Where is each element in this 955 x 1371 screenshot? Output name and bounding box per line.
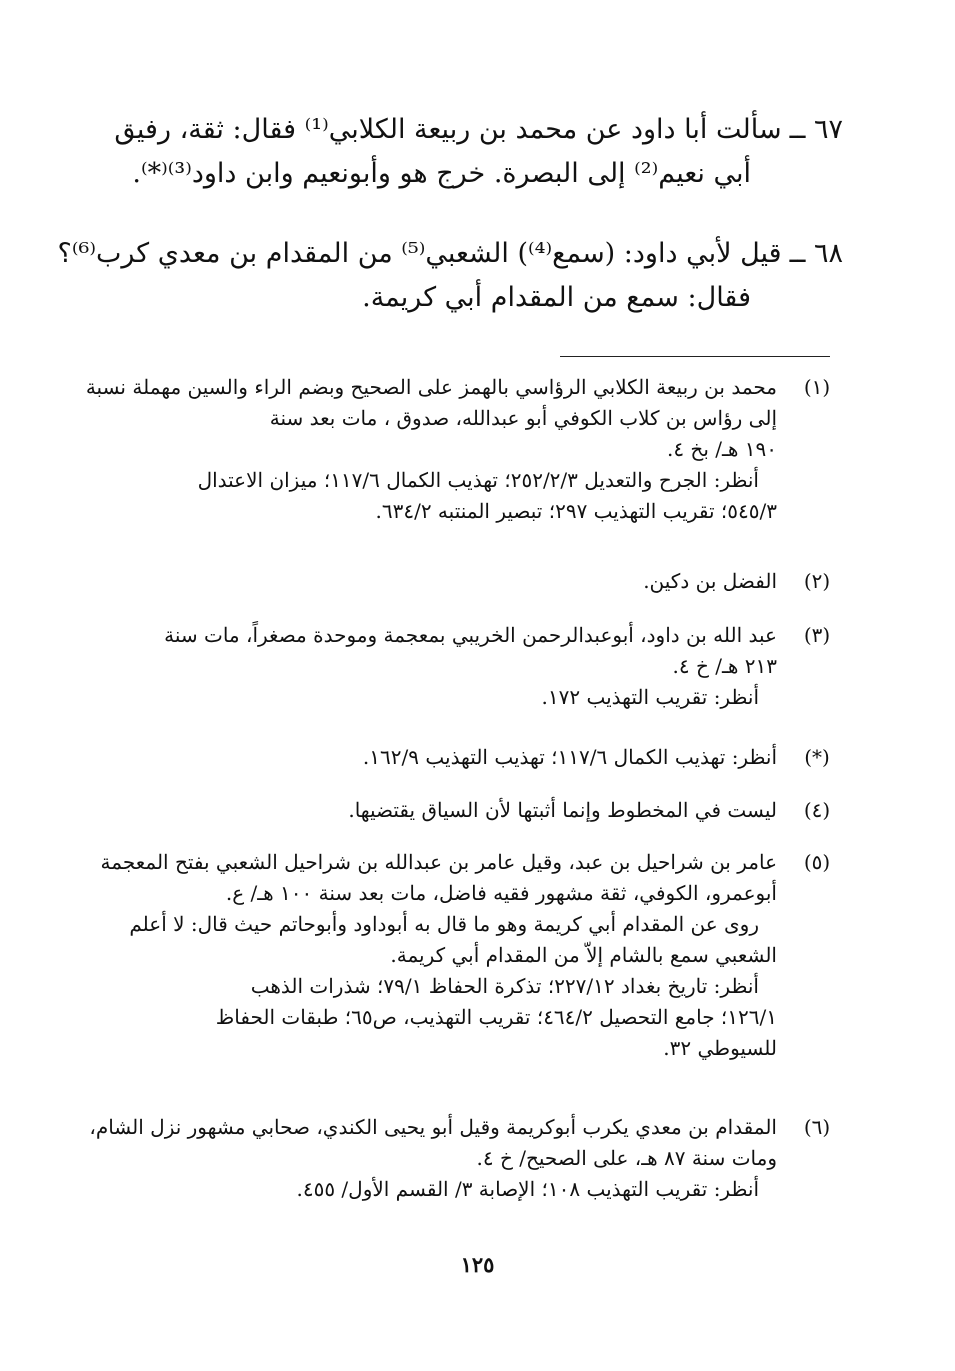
entry-68-line-2: فقال: سمع من المقدام أبي كريمة. xyxy=(362,282,751,313)
footnote-mark: (٦) xyxy=(803,1115,831,1139)
entry-number: ٦٨ ــ xyxy=(789,238,843,269)
footnote-2 xyxy=(117,566,837,597)
footnote-mark: (٤) xyxy=(803,798,831,822)
footnote-line: أنظر: تقريب التهذيب ١٠٨؛ الإصابة ٣/ القسم الأول/ ٤٥٥. xyxy=(296,1177,759,1201)
footnote-mark: (٥) xyxy=(803,850,831,874)
footnote-3 xyxy=(117,620,837,713)
footnote-line: ومات سنة ٨٧ هـ، على الصحيح/ خ ٤. xyxy=(476,1146,777,1170)
footnote-mark: (٣) xyxy=(803,623,831,647)
footnote-line: أنظر: تاريخ بغداد ٢٢٧/١٢؛ تذكرة الحفاظ ٧٩/١؛ شذرات الذهب xyxy=(250,974,759,998)
footnote-separator xyxy=(560,356,830,357)
footnote-line: عبد الله بن داود، أبوعبدالرحمن الخريبي بمعجمة وموحدة مصغراً، مات سنة xyxy=(164,623,777,647)
footnote-mark: (١) xyxy=(803,375,831,399)
entry-67-line-1 xyxy=(114,108,843,152)
footnote-4 xyxy=(117,795,837,826)
footnote-line: ليست في المخطوط وإنما أثبتها لأن السياق يقتضيها. xyxy=(348,798,777,822)
page-number: ١٢٥ xyxy=(460,1252,495,1277)
footnote-mark: (*) xyxy=(804,745,830,769)
footnote-line: أنظر: تقريب التهذيب ١٧٢. xyxy=(541,685,759,709)
footnote-star xyxy=(117,742,837,773)
entry-text: قيل لأبي داود: (سمع⁽⁴⁾) الشعبي⁽⁵⁾ من المقدام بن معدي كرب⁽⁶⁾؟ xyxy=(57,238,782,269)
entry-67-line-2: أبي نعيم⁽²⁾ إلى البصرة. خرج هو وأبونعيم وابن داود⁽³⁾⁽*⁾. xyxy=(132,158,751,189)
footnote-line: روى عن المقدام أبي كريمة وهو ما قال به أبوداود وأبوحاتم حيث قال: لا أعلم xyxy=(129,912,759,936)
footnote-mark: (٢) xyxy=(803,569,831,593)
footnote-6 xyxy=(89,1112,837,1205)
footnote-line: أنظر: تهذيب الكمال ١١٧/٦؛ تهذيب التهذيب ١٦٢/٩. xyxy=(362,745,777,769)
entry-68 xyxy=(57,232,843,320)
entry-number: ٦٧ ــ xyxy=(789,114,843,145)
footnote-line: ٢١٣ هـ/ خ ٤. xyxy=(672,654,777,678)
entry-68-line-1 xyxy=(57,232,843,276)
footnote-5 xyxy=(100,847,837,1064)
footnote-line: ١٢٦/١؛ جامع التحصيل ٤٦٤/٢؛ تقريب التهذيب، ص٦٥؛ طبقات الحفاظ xyxy=(215,1005,777,1029)
footnote-line: المقدام بن معدي يكرب أبوكريمة وقيل أبو يحيى الكندي، صحابي مشهور نزل الشام، xyxy=(89,1115,777,1139)
footnote-line: محمد بن ربيعة الكلابي الرؤاسي بالهمز على الصحيح وبضم الراء والسين مهملة نسبة xyxy=(85,375,777,399)
entry-text: سألت أبا داود عن محمد بن ربيعة الكلابي⁽¹⁾ فقال: ثقة، رفيق xyxy=(114,114,782,145)
footnote-line: الشعبي سمع بالشام إلاّ من المقدام أبي كريمة. xyxy=(390,943,777,967)
footnote-line: أنظر: الجرح والتعديل ٢٥٢/٢/٣؛ تهذيب الكمال ١١٧/٦؛ ميزان الاعتدال xyxy=(197,468,759,492)
footnote-line: ٥٤٥/٣؛ تقريب التهذيب ٢٩٧؛ تبصير المنتبه ٦٣٤/٢. xyxy=(375,499,777,523)
footnote-line: إلى رؤاس بن كلاب الكوفي أبو عبدالله، صدوق ، مات بعد سنة xyxy=(269,406,777,430)
footnote-1 xyxy=(85,372,837,527)
footnote-line: ١٩٠ هـ/ بخ ٤. xyxy=(666,437,777,461)
footnote-line: للسيوطي ٣٢. xyxy=(663,1036,777,1060)
entry-67 xyxy=(114,108,843,196)
footnote-line: أبوعمرو، الكوفي، ثقة مشهور فقيه فاضل، مات بعد سنة ١٠٠ هـ/ ع. xyxy=(225,881,777,905)
footnote-line: الفضل بن دكين. xyxy=(643,569,777,593)
footnote-line: عامر بن شراحيل بن عبد، وقيل عامر بن عبدالله بن شراحيل الشعبي بفتح المعجمة xyxy=(100,850,777,874)
